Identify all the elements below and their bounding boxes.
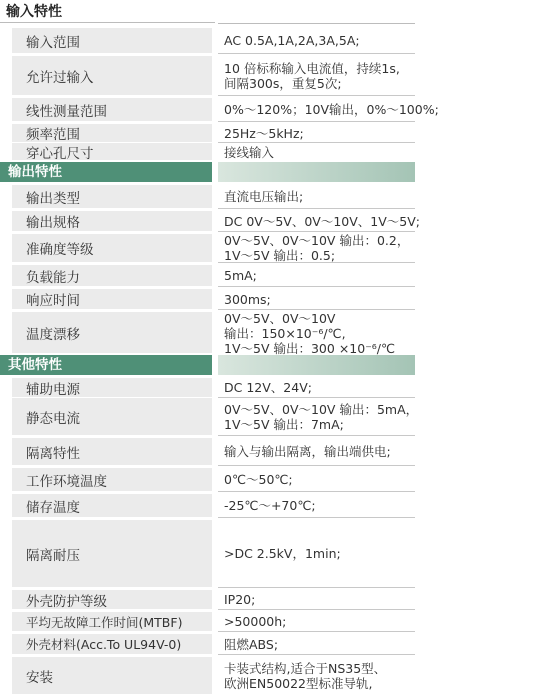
row-store-temp (0, 494, 420, 518)
value-line: AC 0.5A,1A,2A,3A,5A; (224, 33, 360, 48)
row-label: 隔离特性 (12, 438, 212, 466)
value-line: 输出：150×10⁻⁶/℃, (224, 325, 346, 341)
value-line: DC 0V～5V、0V～10V、1V～5V; (224, 213, 421, 229)
row-label: 输出规格 (12, 211, 212, 232)
row-label: 储存温度 (12, 494, 212, 518)
section-input-title: 输入特性 (0, 0, 215, 23)
row-value (218, 234, 415, 263)
row-value (218, 378, 415, 398)
value-line: DC 12V、24V; (224, 380, 312, 395)
row-value (218, 657, 415, 695)
value-line: 0%～120%；10V输出，0%～100%; (224, 102, 439, 117)
row-load (0, 265, 420, 287)
value-line: 1V～5V 输出：300 ×10⁻⁶/℃ (224, 340, 396, 356)
row-temp-drift (0, 312, 420, 354)
value-line: 欧洲EN50022型标准导轨, (224, 676, 373, 691)
value-line: 1V～5V 输出：7mA; (224, 416, 344, 432)
row-protection (0, 590, 420, 610)
row-value (218, 289, 415, 310)
value-line: 300ms; (224, 291, 271, 307)
row-value (218, 185, 415, 209)
value-line: >50000h; (224, 614, 287, 629)
row-label: 安装 (12, 657, 212, 695)
row-label: 工作环境温度 (12, 468, 212, 492)
row-value (218, 98, 439, 122)
value-line: 间隔300s，重复5次; (224, 75, 342, 91)
section-other-band (218, 355, 415, 375)
row-input-range (0, 28, 420, 54)
row-value (218, 124, 415, 143)
row-accuracy (0, 234, 420, 263)
row-label: 静态电流 (12, 398, 212, 436)
value-line: 0V～5V、0V～10V 输出：5mA， (224, 401, 419, 417)
row-value (218, 211, 421, 232)
row-quiescent (0, 398, 420, 436)
row-overload (0, 56, 420, 96)
value-line: 25Hz～5kHz; (224, 125, 304, 141)
row-response (0, 289, 420, 310)
value-line: 5mA; (224, 268, 257, 283)
row-label: 穿心孔尺寸 (12, 143, 212, 161)
value-line: 输入与输出隔离，输出端供电; (224, 444, 391, 459)
row-freq-range (0, 124, 420, 143)
row-label: 负载能力 (12, 265, 212, 287)
row-value (218, 398, 419, 436)
row-label: 辅助电源 (12, 378, 212, 398)
section-output-title: 输出特性 (0, 162, 212, 182)
value-line: -25℃～+70℃; (224, 498, 316, 513)
row-mtbf (0, 612, 420, 632)
row-value (218, 634, 415, 655)
value-line: 10 倍标称输入电流值，持续1s, (224, 60, 400, 76)
row-label: 准确度等级 (12, 234, 212, 263)
section-other-title: 其他特性 (0, 355, 212, 375)
value-line: 卡装式结构,适合于NS35型、 (224, 661, 387, 676)
section-other (0, 355, 420, 375)
value-line: 0V～5V、0V～10V (224, 310, 336, 326)
value-line: 0℃～50℃; (224, 472, 293, 487)
row-label: 输入范围 (12, 28, 212, 54)
row-value (218, 438, 415, 466)
value-line: 接线输入 (224, 144, 275, 160)
row-value (218, 265, 415, 287)
row-work-temp (0, 468, 420, 492)
row-hole-size (0, 143, 420, 161)
row-housing (0, 634, 420, 655)
section-input-rule (218, 0, 415, 24)
section-output-band (218, 162, 415, 182)
value-line: >DC 2.5kV，1min; (224, 546, 341, 561)
row-label: 允许过输入 (12, 56, 212, 96)
row-value (218, 494, 415, 518)
value-line: 1V～5V 输出：0.5; (224, 248, 336, 263)
section-output (0, 162, 420, 182)
row-label: 隔离耐压 (12, 520, 212, 588)
row-value (218, 520, 415, 588)
row-value (218, 56, 415, 96)
row-value (218, 590, 415, 610)
row-label: 响应时间 (12, 289, 212, 310)
row-value (218, 312, 415, 354)
row-label: 外壳防护等级 (12, 590, 212, 610)
row-label: 线性测量范围 (12, 98, 212, 122)
row-value (218, 28, 415, 54)
value-line: 阻燃ABS; (224, 636, 279, 652)
row-output-spec (0, 211, 420, 232)
row-label: 输出类型 (12, 185, 212, 209)
value-line: 直流电压输出; (224, 189, 304, 204)
row-value (218, 612, 415, 632)
row-linear-range (0, 98, 439, 122)
row-label: 平均无故障工作时间(MTBF) (12, 612, 212, 632)
row-output-type (0, 185, 420, 209)
row-withstand (0, 520, 420, 588)
row-label: 温度漂移 (12, 312, 212, 354)
row-label: 频率范围 (12, 124, 212, 143)
row-install (0, 657, 420, 695)
row-value (218, 143, 415, 161)
value-line: IP20; (224, 592, 256, 607)
row-value (218, 468, 415, 492)
row-isolation (0, 438, 420, 466)
row-aux-power (0, 378, 420, 398)
row-label: 外壳材料(Acc.To UL94V-0) (12, 634, 212, 655)
value-line: 0V～5V、0V～10V 输出：0.2， (224, 233, 410, 248)
